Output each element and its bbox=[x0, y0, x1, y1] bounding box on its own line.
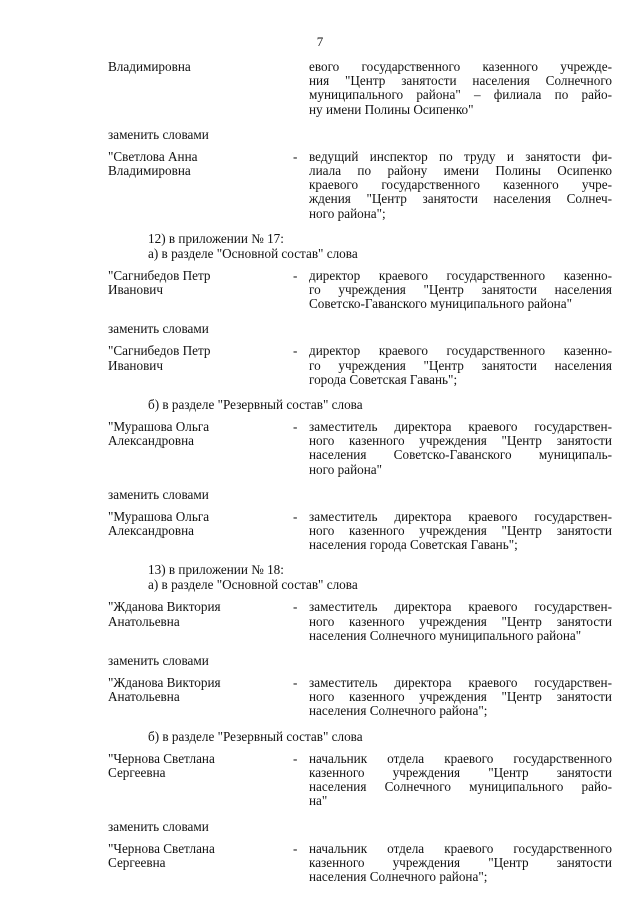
entry-dash: - bbox=[293, 750, 298, 766]
position-description-line: ждения "Центр занятости населения Солнеч- bbox=[309, 191, 612, 207]
position-description-line: ведущий инспектор по труду и занятости фи- bbox=[309, 148, 612, 164]
position-description bbox=[309, 60, 612, 117]
position-description-line: ну имени Полины Осипенко" bbox=[309, 101, 474, 117]
person-entry bbox=[108, 600, 612, 643]
position-description-line: населения города Советская Гавань"; bbox=[309, 537, 518, 553]
person-name bbox=[108, 510, 293, 538]
position-description-line: муниципального района" – филиала по райо- bbox=[309, 87, 612, 103]
section-heading: б) в разделе "Резервный состав" слова bbox=[148, 728, 363, 744]
person-name-line: Сергеевна bbox=[108, 854, 166, 870]
spacer bbox=[108, 643, 612, 653]
spacer bbox=[108, 552, 612, 562]
person-name-line: Сергеевна bbox=[108, 764, 166, 780]
person-entry bbox=[108, 842, 612, 885]
entry-dash: - bbox=[293, 148, 298, 164]
person-name-line: "Мурашова Ольга bbox=[108, 508, 210, 524]
position-description-line: начальник отдела краевого государственного bbox=[309, 750, 612, 766]
person-name-line: Владимировна bbox=[108, 59, 191, 74]
person-name-line: Анатольевна bbox=[108, 689, 180, 705]
position-description-line: населения Советско-Гаванского муниципаль- bbox=[309, 447, 612, 463]
position-description-line: заместитель директора краевого государствен- bbox=[309, 419, 612, 435]
document-body bbox=[108, 60, 612, 884]
position-description bbox=[309, 752, 612, 809]
person-name bbox=[108, 150, 293, 178]
replace-with-words: заменить словами bbox=[108, 126, 209, 142]
entry-dash: - bbox=[293, 419, 298, 435]
position-description-line: го учреждения "Центр занятости населения bbox=[309, 357, 612, 373]
spacer bbox=[108, 221, 612, 231]
position-description-line: города Советская Гавань"; bbox=[309, 371, 458, 387]
spacer bbox=[108, 117, 612, 127]
person-name bbox=[108, 60, 293, 74]
position-description bbox=[309, 676, 612, 719]
person-name-line: "Чернова Светлана bbox=[108, 840, 215, 856]
section-heading: б) в разделе "Резервный состав" слова bbox=[148, 397, 363, 413]
position-description bbox=[309, 842, 612, 885]
person-name bbox=[108, 842, 293, 870]
person-name bbox=[108, 676, 293, 704]
position-description-line: казенного учреждения "Центр занятости bbox=[309, 854, 612, 870]
entry-dash: - bbox=[293, 840, 298, 856]
person-name bbox=[108, 344, 293, 372]
position-description-line: краевого государственного казенного учре- bbox=[309, 177, 612, 193]
person-name-line: "Жданова Виктория bbox=[108, 599, 221, 615]
person-name bbox=[108, 269, 293, 297]
person-name-line: Александровна bbox=[108, 523, 194, 539]
entry-dash: - bbox=[293, 267, 298, 283]
replace-with-words: заменить словами bbox=[108, 486, 209, 502]
position-description-line: заместитель директора краевого государствен- bbox=[309, 675, 612, 691]
person-name-line: "Сагнибедов Петр bbox=[108, 267, 211, 283]
person-name bbox=[108, 752, 293, 780]
spacer bbox=[108, 477, 612, 487]
position-description bbox=[309, 600, 612, 643]
position-description bbox=[309, 420, 612, 477]
person-name-line: Иванович bbox=[108, 282, 163, 298]
person-name bbox=[108, 600, 293, 628]
position-description-line: населения Солнечного муниципального райо- bbox=[309, 779, 612, 795]
position-description-line: Советско-Гаванского муниципального района" bbox=[309, 296, 572, 312]
person-entry bbox=[108, 510, 612, 553]
position-description-line: заместитель директора краевого государствен- bbox=[309, 599, 612, 615]
position-description bbox=[309, 344, 612, 387]
section-heading: а) в разделе "Основной состав" слова bbox=[148, 245, 358, 261]
position-description-line: населения Солнечного муниципального района" bbox=[309, 627, 582, 643]
entry-dash: - bbox=[293, 675, 298, 691]
position-description bbox=[309, 150, 612, 221]
person-name-line: "Жданова Виктория bbox=[108, 675, 221, 691]
section-heading: а) в разделе "Основной состав" слова bbox=[148, 577, 358, 593]
position-description-line: ного казенного учреждения "Центр занятости bbox=[309, 689, 612, 705]
position-description-line: ного казенного учреждения "Центр занятости bbox=[309, 613, 612, 629]
person-name-line: Александровна bbox=[108, 433, 194, 449]
position-description-line: лиала по району имени Полины Осипенко bbox=[309, 163, 612, 179]
replace-with-words: заменить словами bbox=[108, 818, 209, 834]
person-name-line: Анатольевна bbox=[108, 613, 180, 629]
position-description-line: населения Солнечного района"; bbox=[309, 703, 488, 719]
person-entry bbox=[108, 150, 612, 221]
position-description-line: ного района"; bbox=[309, 205, 386, 221]
person-name-line: "Светлова Анна bbox=[108, 148, 198, 164]
entry-dash: - bbox=[293, 508, 298, 524]
position-description-line: на" bbox=[309, 793, 328, 809]
person-name-line: "Чернова Светлана bbox=[108, 750, 215, 766]
page-number: 7 bbox=[316, 34, 324, 49]
replace-with-words: заменить словами bbox=[108, 321, 209, 337]
position-description-line: директор краевого государственного казенно- bbox=[309, 267, 612, 283]
position-description-line: го учреждения "Центр занятости населения bbox=[309, 282, 612, 298]
position-description-line: ного района" bbox=[309, 461, 383, 477]
person-name-line: Владимировна bbox=[108, 163, 191, 179]
person-entry bbox=[108, 269, 612, 312]
person-name-line: "Сагнибедов Петр bbox=[108, 343, 211, 359]
position-description-line: начальник отдела краевого государственного bbox=[309, 840, 612, 856]
spacer bbox=[108, 387, 612, 397]
position-description-line: евого государственного казенного учрежде- bbox=[309, 59, 612, 74]
position-description-line: ного казенного учреждения "Центр занятости bbox=[309, 433, 612, 449]
position-description bbox=[309, 510, 612, 553]
entry-dash: - bbox=[293, 343, 298, 359]
position-description-line: ного казенного учреждения "Центр занятости bbox=[309, 523, 612, 539]
person-entry bbox=[108, 60, 612, 117]
person-name-line: "Мурашова Ольга bbox=[108, 419, 210, 435]
person-name-line: Иванович bbox=[108, 357, 163, 373]
person-name bbox=[108, 420, 293, 448]
replace-with-words: заменить словами bbox=[108, 653, 209, 669]
position-description-line: населения Солнечного района"; bbox=[309, 868, 488, 884]
person-entry bbox=[108, 344, 612, 387]
entry-dash: - bbox=[293, 599, 298, 615]
person-entry bbox=[108, 420, 612, 477]
position-description-line: директор краевого государственного казенно- bbox=[309, 343, 612, 359]
position-description-line: ния "Центр занятости населения Солнечного bbox=[309, 73, 612, 89]
position-description-line: заместитель директора краевого государствен- bbox=[309, 508, 612, 524]
person-entry bbox=[108, 752, 612, 809]
section-heading: 13) в приложении № 18: bbox=[148, 562, 284, 578]
spacer bbox=[108, 311, 612, 321]
spacer bbox=[108, 809, 612, 819]
spacer bbox=[108, 719, 612, 729]
position-description-line: казенного учреждения "Центр занятости bbox=[309, 764, 612, 780]
position-description bbox=[309, 269, 612, 312]
person-entry bbox=[108, 676, 612, 719]
section-heading: 12) в приложении № 17: bbox=[148, 230, 284, 246]
